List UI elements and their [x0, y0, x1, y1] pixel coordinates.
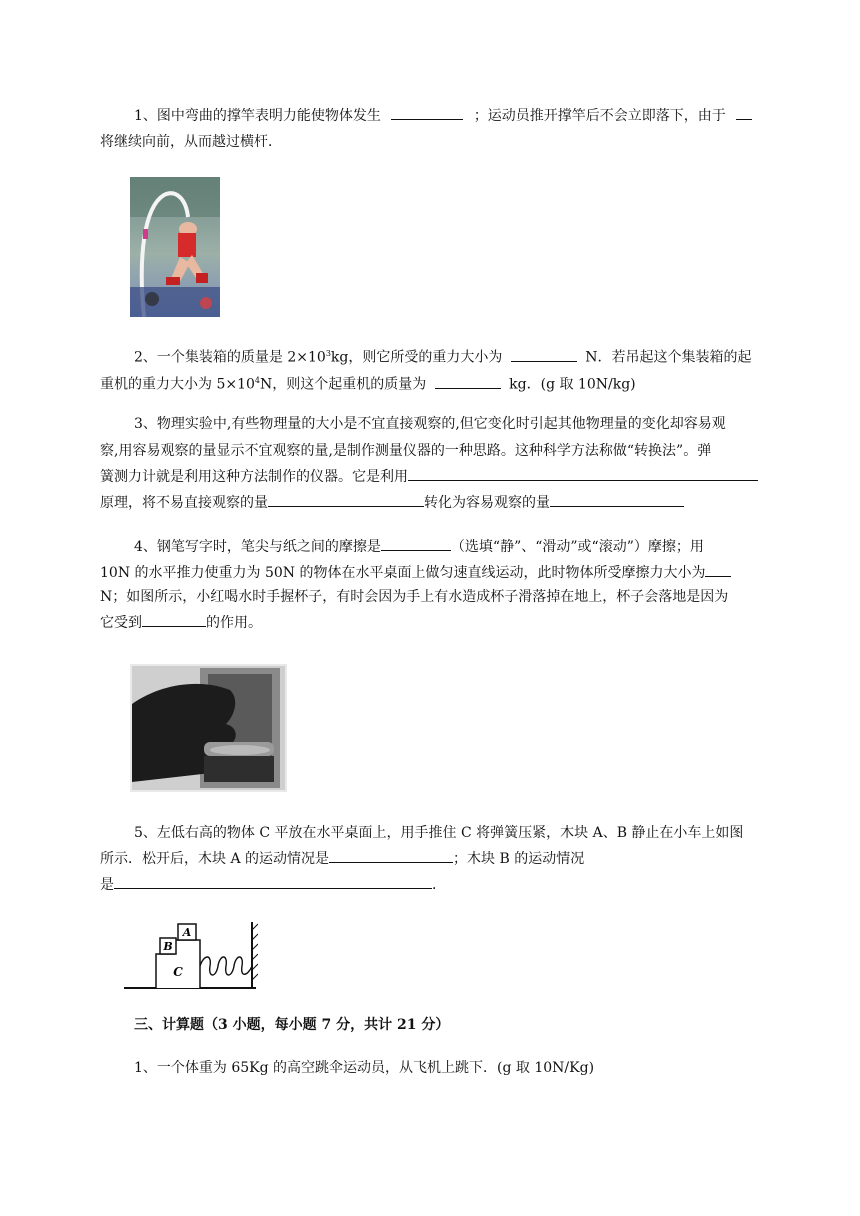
q2-blank-1[interactable]	[511, 346, 577, 362]
q4-line3: N；如图所示，小红喝水时手握杯子，有时会因为手上有水造成杯子滑落掉在地上，杯子会落地是因为	[100, 589, 729, 605]
q4-text-b: （选填“静”、“滑动”或“滚动”）摩擦；用	[450, 539, 704, 555]
pole-vault-photo	[130, 177, 220, 317]
q3-blank-2[interactable]	[268, 491, 424, 507]
q1-blank-1[interactable]	[391, 104, 463, 120]
q5-blank-1[interactable]	[329, 847, 453, 863]
q4-blank-2[interactable]	[705, 561, 731, 577]
diagram-label-c: C	[173, 965, 183, 979]
q3-line2: 察,用容易观察的量显示不宜观察的量,是制作测量仪器的一种思路。这种科学方法称做“转换法”。弹	[100, 443, 712, 459]
q2-exponent-2: 4	[254, 376, 260, 385]
q5-line3	[100, 873, 446, 896]
diagram-label-b: B	[163, 940, 173, 953]
q2-text-d: 重机的重力大小为 5×10	[100, 376, 255, 393]
q5-text-d: ．	[432, 877, 446, 893]
q4-text-c: 10N 的水平推力使重力为 50N 的物体在水平桌面上做匀速直线运动，此时物体所受摩擦力大小为	[100, 565, 706, 581]
q4-text-e: 的作用。	[206, 615, 262, 631]
q1-text-b: ；运动员推开撑竿后不会立即落下，由于	[473, 108, 726, 124]
q5-line2	[100, 847, 584, 870]
q2-text-b: kg，则它所受的重力大小为	[330, 349, 503, 366]
diagram-label-a: A	[182, 926, 192, 939]
q1-blank-2[interactable]	[736, 104, 752, 120]
q5-text-c: 是	[100, 877, 114, 893]
q4-line1	[134, 535, 704, 558]
q2-text-a: 2、一个集装箱的质量是 2×10	[134, 349, 326, 366]
q1-line1	[134, 104, 752, 127]
q4-blank-3[interactable]	[142, 611, 206, 627]
q2-exponent-1: 3	[325, 349, 331, 358]
q3-text-a: 簧测力计就是利用这种方法制作的仪器。它是利用	[100, 469, 408, 485]
q2-line1	[134, 343, 752, 369]
q3-line4	[100, 491, 684, 514]
q2-line2	[100, 370, 636, 396]
q4-line4	[100, 611, 262, 634]
q4-blank-1[interactable]	[381, 535, 451, 551]
q2-text-e: N，则这个起重机的质量为	[260, 376, 427, 393]
q1-line2: 将继续向前，从而越过横杆．	[100, 134, 282, 150]
q5-line1: 5、左低右高的物体 C 平放在水平桌面上，用手推住 C 将弹簧压紧，木块 A、B 静止在小车上如图	[134, 825, 744, 841]
q2-text-c: N．若吊起这个集装箱的起	[585, 349, 752, 366]
q3-text-c: 转化为容易观察的量	[424, 495, 550, 511]
q3-text-b: 原理，将不易直接观察的量	[100, 495, 268, 511]
section3-heading: 三、计算题（3 小题，每小题 7 分，共计 21 分）	[134, 1017, 450, 1033]
q5-text-b: ；木块 B 的运动情况	[453, 851, 585, 867]
hand-holding-cup-photo	[130, 664, 287, 792]
q3-line3	[100, 465, 758, 488]
q4-text-a: 4、钢笔写字时，笔尖与纸之间的摩擦是	[134, 539, 381, 555]
q3-blank-1[interactable]	[408, 465, 758, 481]
q1-text-a: 1、图中弯曲的撑竿表明力能使物体发生	[134, 108, 381, 124]
section3-q1: 1、一个体重为 65Kg 的高空跳伞运动员，从飞机上跳下．(g 取 10N/Kg)	[134, 1060, 595, 1076]
q3-line1: 3、物理实验中,有些物理量的大小是不宜直接观察的,但它变化时引起其他物理量的变化却容易观	[134, 416, 726, 432]
q3-blank-3[interactable]	[550, 491, 684, 507]
blocks-spring-diagram	[122, 918, 258, 992]
q2-text-f: kg．(g 取 10N/kg)	[509, 376, 636, 393]
q5-blank-2[interactable]	[114, 873, 432, 889]
q5-text-a: 所示．松开后，木块 A 的运动情况是	[100, 851, 330, 867]
q4-line2	[100, 561, 731, 584]
q4-text-d: 它受到	[100, 615, 142, 631]
q2-blank-2[interactable]	[435, 373, 501, 389]
